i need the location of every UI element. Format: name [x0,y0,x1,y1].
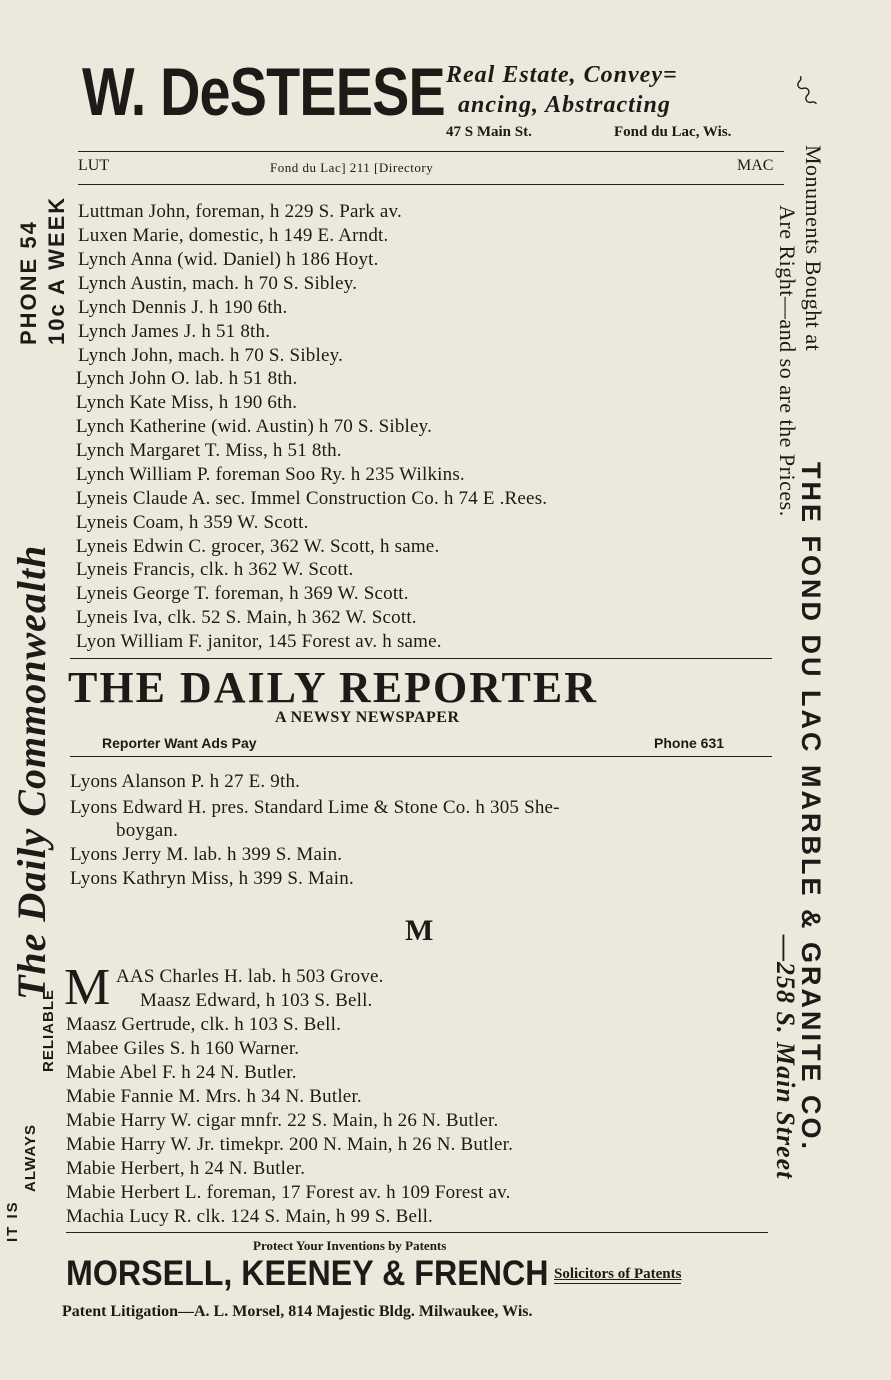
left-margin-reliable: RELIABLE [40,989,57,1072]
divider [66,1232,768,1233]
directory-entry: Lyneis Edwin C. grocer, 362 W. Scott, h same. [76,536,440,557]
directory-entry: Lynch James J. h 51 8th. [78,321,271,342]
left-margin-always: ALWAYS [22,1124,39,1192]
directory-entry: AAS Charles H. lab. h 503 Grove. [116,966,384,987]
running-header-left: LUT [78,157,110,174]
left-margin-price: 10c A WEEK [44,195,69,345]
reporter-ad-phone: Phone 631 [654,735,725,751]
divider [70,658,772,659]
directory-entry: Lynch John O. lab. h 51 8th. [76,368,298,389]
directory-entry: Lynch Katherine (wid. Austin) h 70 S. Sibley. [76,416,433,437]
directory-entry: Mabie Herbert L. foreman, 17 Forest av. h 109 Forest av. [66,1182,511,1203]
directory-entry: Luxen Marie, domestic, h 149 E. Arndt. [78,225,389,246]
advertiser-name: W. DeSTEESE [82,54,445,130]
right-margin-company: THE FOND DU LAC MARBLE & GRANITE CO. [796,462,826,1152]
advertiser-tagline-2: ancing, Abstracting [458,92,671,118]
reporter-ad-title: THE DAILY REPORTER [68,663,598,712]
directory-entry: Lyneis George T. foreman, h 369 W. Scott. [76,583,409,604]
directory-entry: Maasz Gertrude, clk. h 103 S. Bell. [66,1014,342,1035]
divider [78,151,784,152]
patent-ad-solicitors: Solicitors of Patents [554,1266,682,1282]
directory-entry: Luttman John, foreman, h 229 S. Park av. [78,201,402,222]
directory-entry-continuation: boygan. [116,820,179,841]
directory-entry: Machia Lucy R. clk. 124 S. Main, h 99 S. Bell. [66,1206,433,1227]
directory-entry: Mabie Harry W. Jr. timekpr. 200 N. Main, h 26 N. Butler. [66,1134,514,1155]
right-margin-monuments: Monuments Bought at [801,145,826,352]
directory-entry: Lynch Anna (wid. Daniel) h 186 Hoyt. [78,249,379,270]
advertiser-city: Fond du Lac, Wis. [614,124,732,140]
directory-entry: Mabie Harry W. cigar mnfr. 22 S. Main, h 26 N. Butler. [66,1110,499,1131]
decorative-flourish-icon: 〰 [780,69,828,116]
directory-entry: Lynch Dennis J. h 190 6th. [78,297,288,318]
directory-entry: Lynch William P. foreman Soo Ry. h 235 Wilkins. [76,464,465,485]
directory-entry: Lyons Kathryn Miss, h 399 S. Main. [70,868,354,889]
reporter-ad-subtitle: A NEWSY NEWSPAPER [275,709,460,726]
directory-entry: Lyneis Coam, h 359 W. Scott. [76,512,309,533]
right-margin-address: —258 S. Main Street [771,935,800,1180]
directory-entry: Lyon William F. janitor, 145 Forest av. h same. [76,631,442,652]
directory-entry: Mabie Abel F. h 24 N. Butler. [66,1062,297,1083]
directory-entry: Lyneis Francis, clk. h 362 W. Scott. [76,559,354,580]
directory-entry: Lyons Edward H. pres. Standard Lime & Stone Co. h 305 She- [70,797,560,818]
right-margin-prices: Are Right—and so are the Prices. [775,205,800,517]
directory-entry: Mabie Fannie M. Mrs. h 34 N. Butler. [66,1086,362,1107]
patent-ad-address: Patent Litigation—A. L. Morsel, 814 Majestic Bldg. Milwaukee, Wis. [62,1303,533,1320]
left-margin-it-is: IT IS [4,1200,21,1242]
directory-entry: Lyons Jerry M. lab. h 399 S. Main. [70,844,343,865]
left-margin-phone: PHONE 54 [16,220,41,345]
directory-entry: Lyneis Claude A. sec. Immel Construction Co. h 74 E .Rees. [76,488,548,509]
advertiser-address: 47 S Main St. [446,124,532,140]
directory-entry: Lyneis Iva, clk. 52 S. Main, h 362 W. Scott. [76,607,417,628]
advertiser-tagline-1: Real Estate, Convey= [446,62,678,88]
directory-entry: Maasz Edward, h 103 S. Bell. [140,990,373,1011]
directory-entry: Lynch Margaret T. Miss, h 51 8th. [76,440,342,461]
section-heading: M [405,914,434,947]
reporter-ad-want-ads: Reporter Want Ads Pay [102,735,257,751]
divider [70,756,772,757]
directory-entry: Lyons Alanson P. h 27 E. 9th. [70,771,301,792]
drop-cap: M [64,959,111,1016]
running-header-center: Fond du Lac] 211 [Directory [270,160,434,175]
directory-entry: Mabie Herbert, h 24 N. Butler. [66,1158,306,1179]
left-margin-newspaper-name: The Daily Commonwealth [9,544,54,1000]
directory-entry: Lynch Austin, mach. h 70 S. Sibley. [78,273,358,294]
directory-entry: Lynch Kate Miss, h 190 6th. [76,392,298,413]
directory-entry: Mabee Giles S. h 160 Warner. [66,1038,300,1059]
directory-entry: Lynch John, mach. h 70 S. Sibley. [78,345,344,366]
divider [78,184,784,185]
patent-ad-firm-name: MORSELL, KEENEY & FRENCH [66,1254,549,1293]
patent-ad-tagline: Protect Your Inventions by Patents [253,1238,447,1253]
running-header-right: MAC [737,157,774,174]
